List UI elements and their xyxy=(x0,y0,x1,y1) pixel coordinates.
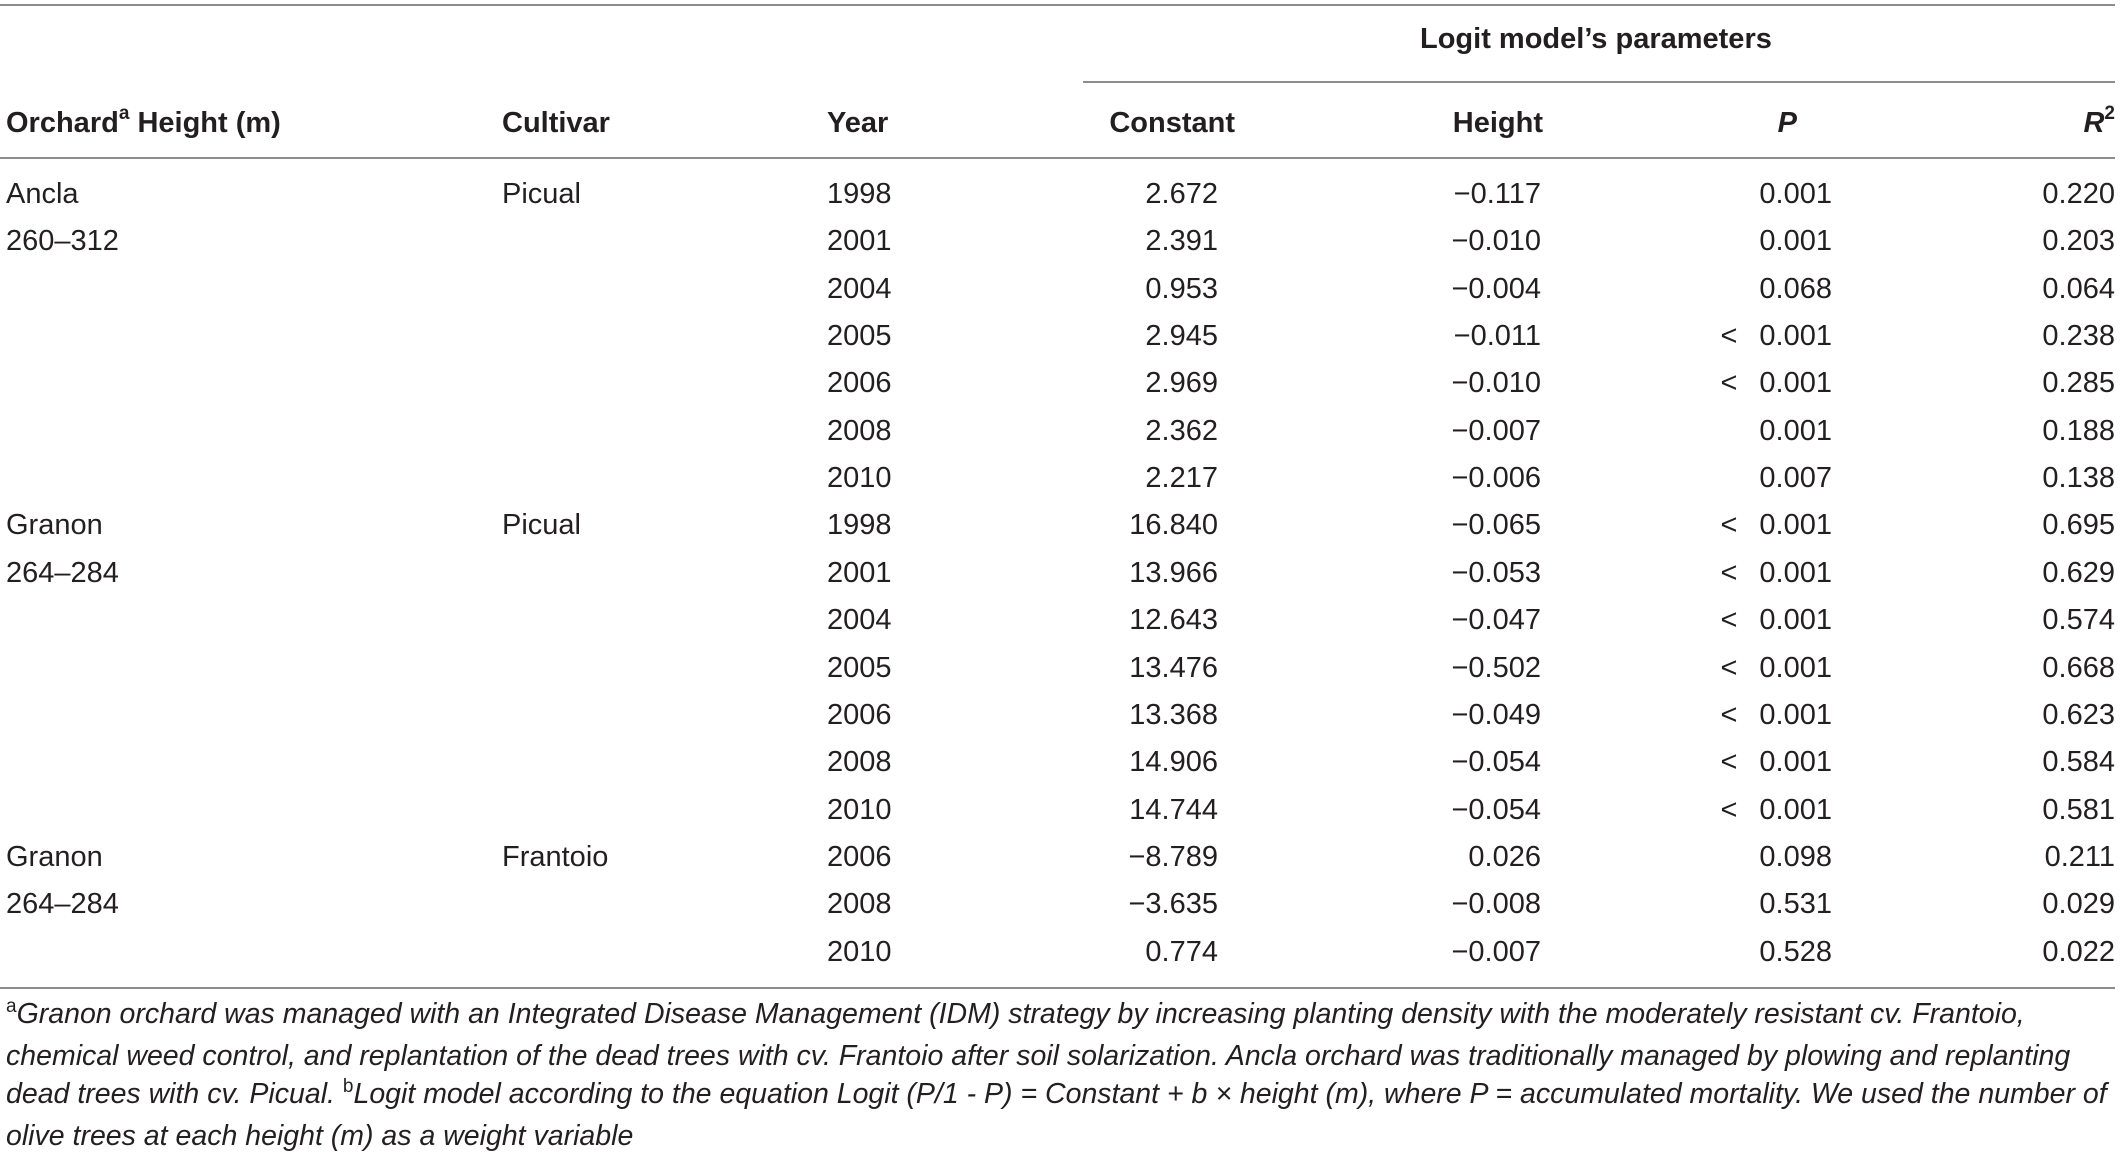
less-than-sign: < xyxy=(1720,746,1738,779)
r2-cell: 0.188 xyxy=(2042,414,2115,447)
p-value-cell xyxy=(1650,414,1832,448)
year-cell: 1998 xyxy=(827,178,892,210)
constant-cell: −3.635 xyxy=(1128,888,1218,921)
r2-cell: 0.584 xyxy=(2042,746,2115,779)
orchard-height-range: 264–284 xyxy=(6,888,119,921)
less-than-sign: < xyxy=(1720,604,1738,637)
cultivar-name: Picual xyxy=(502,178,581,210)
height-param-cell: −0.007 xyxy=(1451,935,1541,968)
height-param-cell: −0.010 xyxy=(1451,367,1541,400)
footnote-b-text: Logit model according to the equation Logit (P/1 - P) = Constant + b × height (m), where P = accumulated mortality. We used the number of olive trees at each height (m) as a weight variable xyxy=(6,1078,2107,1152)
constant-cell: 2.217 xyxy=(1145,462,1218,495)
p-value-cell xyxy=(1650,603,1832,637)
year-cell: 2006 xyxy=(827,367,892,400)
height-param-cell: −0.010 xyxy=(1451,225,1541,258)
p-value: 0.001 xyxy=(1759,604,1832,637)
year-cell: 2005 xyxy=(827,320,892,353)
p-value: 0.001 xyxy=(1759,367,1832,400)
constant-cell: 14.744 xyxy=(1129,793,1218,826)
less-than-sign: < xyxy=(1720,651,1738,684)
cultivar-name: Picual xyxy=(502,509,581,542)
orchard-name: Granon xyxy=(6,840,103,873)
table-bottom-rule xyxy=(0,987,2115,989)
constant-cell: 0.953 xyxy=(1145,272,1218,305)
r2-cell: 0.695 xyxy=(2042,509,2115,542)
height-param-cell: 0.026 xyxy=(1468,840,1541,873)
p-value: 0.001 xyxy=(1759,556,1832,589)
p-value: 0.001 xyxy=(1759,225,1832,258)
p-value-cell xyxy=(1650,319,1832,353)
p-value-cell xyxy=(1650,887,1832,921)
p-value-cell xyxy=(1650,556,1832,590)
p-value-cell xyxy=(1650,177,1832,211)
r2-cell: 0.138 xyxy=(2042,462,2115,495)
r2-cell: 0.581 xyxy=(2042,793,2115,826)
height-param-cell: −0.049 xyxy=(1451,698,1541,731)
table-top-rule xyxy=(0,4,2115,6)
year-cell: 2006 xyxy=(827,840,892,873)
r2-cell: 0.211 xyxy=(2044,840,2115,873)
year-cell: 2001 xyxy=(827,225,892,258)
constant-cell: 13.476 xyxy=(1129,651,1218,684)
p-value-cell xyxy=(1650,745,1832,779)
year-cell: 2005 xyxy=(827,651,892,684)
less-than-sign: < xyxy=(1720,793,1738,826)
p-value-cell xyxy=(1650,698,1832,732)
group-header-rule xyxy=(1083,81,2115,83)
height-param-cell: −0.047 xyxy=(1451,604,1541,637)
r2-cell: 0.574 xyxy=(2042,604,2115,637)
p-value-cell xyxy=(1650,272,1832,306)
p-value-cell xyxy=(1650,935,1832,969)
column-header-orchard-height xyxy=(6,103,281,140)
p-value: 0.001 xyxy=(1759,178,1832,210)
constant-cell: 13.368 xyxy=(1129,698,1218,731)
p-value: 0.001 xyxy=(1759,320,1832,353)
r2-superscript: 2 xyxy=(2104,103,2115,125)
year-cell: 2008 xyxy=(827,414,892,447)
constant-cell: 13.966 xyxy=(1129,556,1218,589)
constant-cell: 16.840 xyxy=(1129,509,1218,542)
p-value: 0.001 xyxy=(1759,509,1832,542)
year-cell: 2010 xyxy=(827,462,892,495)
orchard-height-range: 260–312 xyxy=(6,225,119,258)
p-value: 0.001 xyxy=(1759,651,1832,684)
table-footnote xyxy=(6,995,2116,1155)
height-param-cell: −0.117 xyxy=(1453,178,1541,210)
year-cell: 2004 xyxy=(827,604,892,637)
r2-cell: 0.629 xyxy=(2042,556,2115,589)
less-than-sign: < xyxy=(1720,556,1738,589)
p-value-cell xyxy=(1650,508,1832,542)
header-bottom-rule xyxy=(0,157,2115,159)
p-value-cell xyxy=(1650,366,1832,400)
orchard-label: Orchard xyxy=(6,107,119,139)
p-value: 0.001 xyxy=(1759,746,1832,779)
orchard-height-range: 264–284 xyxy=(6,556,119,589)
year-cell: 2001 xyxy=(827,556,892,589)
height-param-cell: −0.053 xyxy=(1451,556,1541,589)
height-param-cell: −0.502 xyxy=(1451,651,1541,684)
constant-cell: 12.643 xyxy=(1129,604,1218,637)
r2-cell: 0.029 xyxy=(2042,888,2115,921)
r2-cell: 0.220 xyxy=(2042,178,2115,210)
p-value-cell xyxy=(1650,793,1832,827)
constant-cell: 2.362 xyxy=(1145,414,1218,447)
year-cell: 2006 xyxy=(827,698,892,731)
p-value: 0.068 xyxy=(1759,272,1832,305)
r2-cell: 0.064 xyxy=(2042,272,2115,305)
p-value: 0.531 xyxy=(1759,888,1832,921)
group-header-logit-params: Logit model’s parameters xyxy=(1420,23,1772,55)
footnote-b-mark: b xyxy=(342,1076,354,1097)
less-than-sign: < xyxy=(1720,367,1738,400)
column-header-height: Height xyxy=(1452,107,1543,139)
less-than-sign: < xyxy=(1720,698,1738,731)
less-than-sign: < xyxy=(1720,320,1738,353)
height-param-cell: −0.011 xyxy=(1453,320,1541,353)
p-value-cell xyxy=(1650,224,1832,258)
year-cell: 2008 xyxy=(827,888,892,921)
column-header-cultivar: Cultivar xyxy=(502,107,610,139)
r2-cell: 0.203 xyxy=(2042,225,2115,258)
p-value: 0.001 xyxy=(1759,414,1832,447)
p-value: 0.098 xyxy=(1759,840,1832,873)
r2-cell: 0.238 xyxy=(2042,320,2115,353)
constant-cell: −8.789 xyxy=(1128,840,1218,873)
orchard-name: Granon xyxy=(6,509,103,542)
column-header-constant: Constant xyxy=(1109,107,1235,139)
r2-label: R xyxy=(2083,107,2105,139)
column-header-p: P xyxy=(1777,107,1797,139)
p-value: 0.528 xyxy=(1759,935,1832,968)
footnote-a-text: Granon orchard was managed with an Integrated Disease Management (IDM) strategy by increasing planting density with the moderately resistant cv. Frantoio, chemical weed control, and replantation of the dead trees with cv. Frantoio after soil solarization. Ancla orchard was traditionally managed by plowing and replanting dead trees with cv. Picual. xyxy=(6,998,2071,1110)
year-cell: 2004 xyxy=(827,272,892,305)
p-value-cell xyxy=(1650,840,1832,874)
p-value-cell xyxy=(1650,461,1832,495)
height-param-cell: −0.054 xyxy=(1451,793,1541,826)
column-header-r2 xyxy=(2000,103,2115,140)
constant-cell: 0.774 xyxy=(1145,935,1218,968)
column-header-year: Year xyxy=(827,107,889,139)
cultivar-name: Frantoio xyxy=(502,840,609,873)
height-param-cell: −0.007 xyxy=(1451,414,1541,447)
height-param-cell: −0.006 xyxy=(1451,462,1541,495)
r2-cell: 0.022 xyxy=(2042,935,2115,968)
height-param-cell: −0.065 xyxy=(1451,509,1541,542)
constant-cell: 2.945 xyxy=(1145,320,1218,353)
constant-cell: 2.969 xyxy=(1145,367,1218,400)
year-cell: 2008 xyxy=(827,746,892,779)
year-cell: 2010 xyxy=(827,793,892,826)
height-range-label: Height (m) xyxy=(137,107,281,139)
constant-cell: 14.906 xyxy=(1129,746,1218,779)
p-value-cell xyxy=(1650,651,1832,685)
p-value: 0.001 xyxy=(1759,698,1832,731)
orchard-name: Ancla xyxy=(6,178,79,210)
year-cell: 1998 xyxy=(827,509,892,542)
p-value: 0.001 xyxy=(1759,793,1832,826)
less-than-sign: < xyxy=(1720,509,1738,542)
constant-cell: 2.672 xyxy=(1145,178,1218,210)
p-value: 0.007 xyxy=(1759,462,1832,495)
height-param-cell: −0.004 xyxy=(1451,272,1541,305)
r2-cell: 0.623 xyxy=(2042,698,2115,731)
height-param-cell: −0.054 xyxy=(1451,746,1541,779)
constant-cell: 2.391 xyxy=(1145,225,1218,258)
year-cell: 2010 xyxy=(827,935,892,968)
r2-cell: 0.285 xyxy=(2042,367,2115,400)
footnote-a-mark: a xyxy=(6,996,17,1017)
orchard-footnote-mark: a xyxy=(118,103,130,125)
r2-cell: 0.668 xyxy=(2042,651,2115,684)
height-param-cell: −0.008 xyxy=(1451,888,1541,921)
